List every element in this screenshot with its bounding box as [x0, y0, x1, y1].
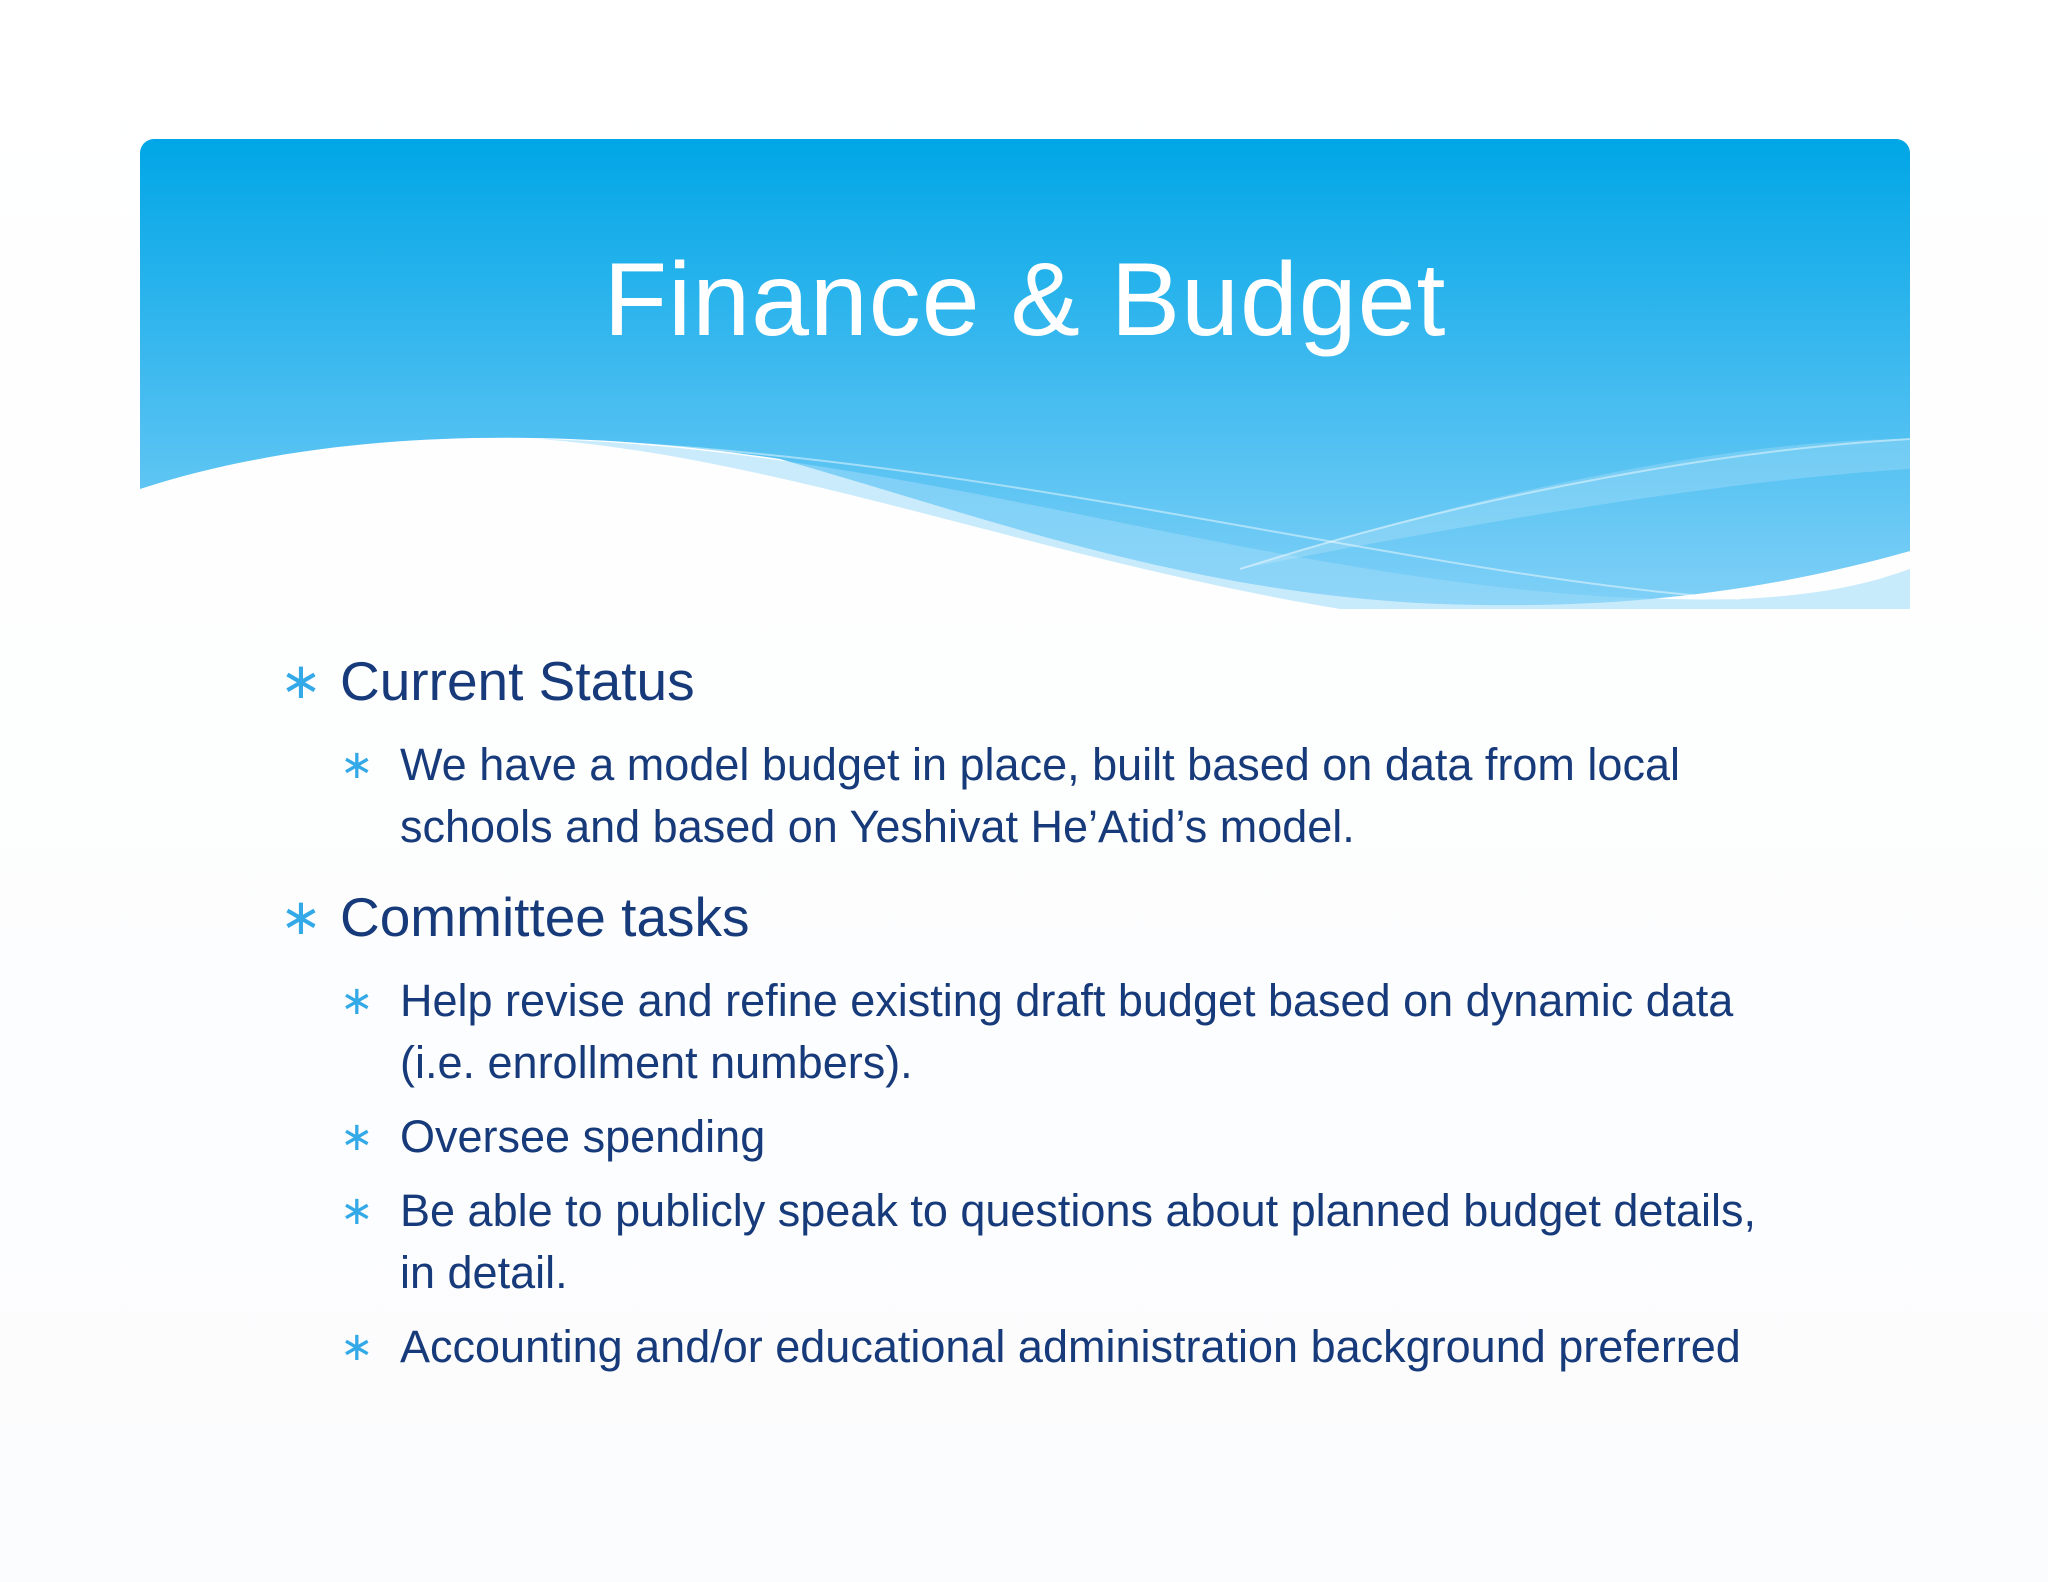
section-heading: Current Status: [340, 650, 695, 712]
bullet-icon: ∗: [340, 1324, 374, 1370]
list-item: [340, 1316, 1760, 1378]
bullet-icon: ∗: [280, 888, 322, 946]
section-current-status: [280, 640, 1800, 722]
list-item: [340, 1180, 1760, 1304]
bullet-icon: ∗: [340, 1188, 374, 1234]
slide-body: [280, 640, 1800, 1378]
list-item-text: Be able to publicly speak to questions about planned budget details, in detail.: [400, 1185, 1756, 1298]
wave-graphic: [140, 139, 1910, 609]
slide-title: Finance & Budget: [603, 242, 1447, 358]
section-heading: Committee tasks: [340, 886, 750, 948]
list-item-text: Accounting and/or educational administration background preferred: [400, 1321, 1741, 1372]
list-item-text: We have a model budget in place, built based on data from local schools and based on Yeshivat He’Atid’s model.: [400, 739, 1680, 852]
list-item: [340, 734, 1760, 858]
section-committee-tasks: [280, 876, 1800, 958]
bullet-icon: ∗: [340, 1114, 374, 1160]
list-item-text: Oversee spending: [400, 1111, 766, 1162]
list-item: [340, 970, 1760, 1094]
list-item-text: Help revise and refine existing draft budget based on dynamic data (i.e. enrollment numbers).: [400, 975, 1734, 1088]
bullet-icon: ∗: [340, 742, 374, 788]
list-item: [340, 1106, 1760, 1168]
bullet-icon: ∗: [340, 978, 374, 1024]
title-banner: [140, 139, 1910, 609]
bullet-icon: ∗: [280, 652, 322, 710]
